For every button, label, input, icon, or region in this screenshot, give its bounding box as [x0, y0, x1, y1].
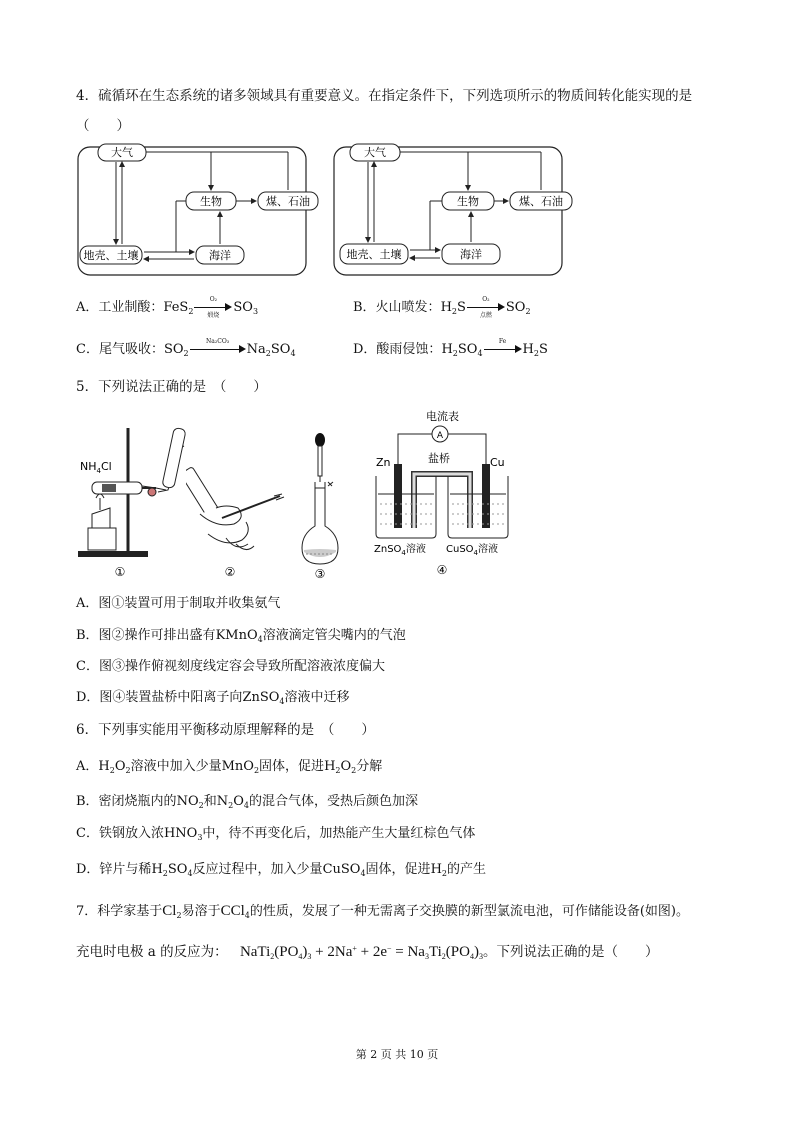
subscript: 2: [253, 766, 260, 775]
ammeter-symbol: A: [436, 431, 444, 441]
ocean-label: 海洋: [209, 249, 231, 262]
subscript: 3: [197, 833, 203, 842]
subscript: 3: [252, 307, 259, 316]
text: 和: [203, 794, 217, 809]
formula: O: [340, 759, 352, 774]
subscript: 4: [257, 635, 263, 644]
subscript: 2: [533, 349, 539, 358]
arrow-condition-over: O₂: [482, 295, 490, 303]
q7-stem-line1: [76, 900, 689, 920]
text: 的混合气体，受热后颜色加深: [248, 794, 418, 809]
text: 7．科学家基于: [76, 904, 163, 919]
formula: CuSO: [322, 862, 361, 877]
q4-option-b[interactable]: [353, 295, 531, 319]
formula: H: [441, 342, 453, 357]
text: 分解: [356, 759, 383, 774]
q5-option-b[interactable]: [76, 624, 406, 643]
cuso4-solution-label: CuSO$_4$溶液: [446, 544, 499, 557]
formula: H: [324, 759, 336, 774]
formula: Na: [246, 342, 266, 357]
ammeter-label: 电流表: [426, 410, 459, 423]
text: D．锌片与稀: [76, 862, 152, 877]
q5-option-a[interactable]: A．图①装置可用于制取并收集氨气: [76, 596, 281, 611]
subscript: 4: [279, 697, 285, 706]
option-label: D．酸雨侵蚀：: [353, 342, 442, 357]
text: 溶液中加入少量: [130, 759, 222, 774]
organism-label: 生物: [457, 195, 479, 208]
subscript: 4: [243, 801, 249, 810]
subscript: 2: [335, 766, 341, 775]
electrode-equation: $NaTi_2(PO_4)_3 + 2Na^+ + 2e^- = Na_3Ti_2(PO_4)_3$: [239, 944, 483, 961]
q5-option-c[interactable]: C．图③操作俯视刻度线定容会导致所配溶液浓度偏大: [76, 659, 385, 674]
option-label: C．尾气吸收：: [76, 342, 164, 357]
subscript: 2: [525, 307, 531, 316]
option-label: B．火山喷发：: [353, 300, 441, 315]
formula: N: [216, 794, 229, 809]
figure-4-galvanic-cell: [372, 408, 520, 580]
text: D．图④装置盐桥中阳离子向: [76, 690, 243, 705]
formula: H: [430, 862, 442, 877]
formula: SO: [270, 342, 291, 357]
figure-2-apparatus: [186, 448, 286, 580]
text: 易溶于: [181, 904, 221, 919]
figure-label-1: ①: [114, 565, 126, 579]
formula: MnO: [221, 759, 254, 774]
reaction-arrow: [467, 295, 505, 319]
atmosphere-label: 大气: [364, 146, 386, 159]
formula: H: [522, 342, 534, 357]
figure-1-apparatus: [76, 418, 196, 580]
subscript: 2: [265, 349, 271, 358]
formula: S: [538, 342, 548, 357]
formula: HNO: [163, 826, 198, 841]
formula: Cl: [162, 903, 177, 919]
figure-label-4: ④: [436, 563, 448, 577]
crust-label: 地壳、土壤: [83, 249, 139, 262]
text: 充电时电极 a 的反应为：: [76, 944, 228, 960]
arrow-condition-under: 煅烧: [207, 311, 220, 319]
atmosphere-label: 大气: [111, 146, 133, 159]
q5-stem: 5．下列说法正确的是 （ ）: [76, 379, 267, 395]
formula: O: [114, 759, 126, 774]
q6-option-d[interactable]: [76, 858, 486, 877]
subscript: 2: [451, 307, 457, 316]
arrow-condition-over: Fe: [498, 337, 507, 345]
formula: SO: [457, 342, 478, 357]
subscript: 4: [187, 869, 193, 878]
formula: SO: [505, 300, 526, 315]
organism-label: 生物: [200, 195, 222, 208]
reaction-arrow: [190, 337, 246, 357]
subscript: 2: [183, 349, 189, 358]
q4-option-d[interactable]: [353, 338, 548, 357]
q7-stem-line2: [76, 940, 658, 961]
q5-option-d[interactable]: [76, 686, 350, 705]
subscript: 4: [360, 869, 366, 878]
text: 。下列说法正确的是（ ）: [482, 944, 659, 960]
znso4-solution-label: ZnSO$_4$溶液: [374, 544, 426, 557]
formula: SO: [167, 862, 188, 877]
reaction-arrow: [484, 337, 522, 357]
figure-3-apparatus: [298, 430, 348, 580]
text: 溶液中迁移: [284, 690, 350, 705]
cu-electrode-label: Cu: [490, 456, 505, 469]
formula: FeS: [163, 300, 189, 315]
nh4cl-label: $NH_4Cl$: [80, 460, 112, 475]
formula: S: [457, 300, 466, 315]
text: B．图②操作可排出盛有: [76, 628, 216, 643]
subscript: 4: [244, 911, 250, 920]
formula: KMnO: [215, 628, 258, 643]
formula: NO: [176, 794, 199, 809]
option-label: A．: [76, 759, 99, 774]
text: 固体，促进: [259, 759, 325, 774]
subscript: 2: [198, 801, 204, 810]
text: 中，待不再变化后，加热能产生大量红棕色气体: [202, 826, 476, 841]
subscript: 2: [162, 869, 168, 878]
subscript: 2: [351, 766, 357, 775]
subscript: 2: [452, 349, 458, 358]
text: 固体，促进: [365, 862, 431, 877]
text: 溶液滴定管尖嘴内的气泡: [262, 628, 406, 643]
arrow-condition-over: O₂: [209, 295, 218, 303]
subscript: 2: [109, 766, 115, 775]
ocean-label: 海洋: [460, 248, 482, 261]
formula: SO: [163, 342, 184, 357]
q6-option-a[interactable]: [76, 755, 382, 774]
formula: H: [440, 300, 452, 315]
q4-answer-paren: （ ）: [76, 118, 130, 134]
text: B．密闭烧瓶内的: [76, 794, 177, 809]
formula: SO: [233, 300, 253, 315]
subscript: 4: [290, 349, 296, 358]
sulfur-cycle-diagram-left: [76, 140, 326, 280]
text: 反应过程中，加入少量: [192, 862, 323, 877]
option-label: A．工业制酸：: [76, 300, 164, 315]
q6-option-c[interactable]: [76, 822, 475, 841]
arrow-condition-under: 点燃: [479, 311, 492, 319]
coal-label: 煤、石油: [266, 195, 310, 208]
formula: H: [98, 759, 110, 774]
subscript: 4: [477, 349, 483, 358]
subscript: 2: [125, 766, 131, 775]
subscript: 2: [176, 911, 182, 920]
figure-label-2: ②: [224, 565, 236, 579]
subscript: 2: [188, 307, 194, 316]
q4-option-a[interactable]: [76, 295, 259, 319]
formula: O: [233, 794, 244, 809]
arrow-condition-over: Na₂CO₃: [206, 337, 230, 345]
reaction-arrow: [194, 295, 232, 319]
text: 的性质，发展了一种无需离子交换膜的新型氯流电池，可作储能设备(如图)。: [249, 904, 690, 919]
sulfur-cycle-diagram-right: [330, 140, 580, 280]
salt-bridge-label: 盐桥: [428, 452, 450, 465]
figure-label-3: ③: [314, 567, 326, 580]
page-footer: 第 2 页 共 10 页: [355, 1048, 439, 1061]
crust-label: 地壳、土壤: [346, 248, 402, 261]
zn-electrode-label: Zn: [376, 456, 391, 469]
formula: CCl: [220, 903, 245, 919]
formula: ZnSO: [242, 690, 280, 705]
q4-option-c[interactable]: [76, 338, 296, 357]
q4-stem: 4．硫循环在生态系统的诸多领域具有重要意义。在指定条件下，下列选项所示的物质间转化能实现的是: [76, 88, 693, 104]
text: 的产生: [447, 862, 487, 877]
q6-option-b[interactable]: [76, 790, 418, 809]
coal-label: 煤、石油: [519, 195, 563, 208]
formula: H: [151, 862, 163, 877]
subscript: 2: [228, 801, 234, 810]
text: C．铁钢放入浓: [76, 826, 164, 841]
q6-stem: 6．下列事实能用平衡移动原理解释的是 （ ）: [76, 722, 375, 738]
subscript: 2: [441, 869, 447, 878]
